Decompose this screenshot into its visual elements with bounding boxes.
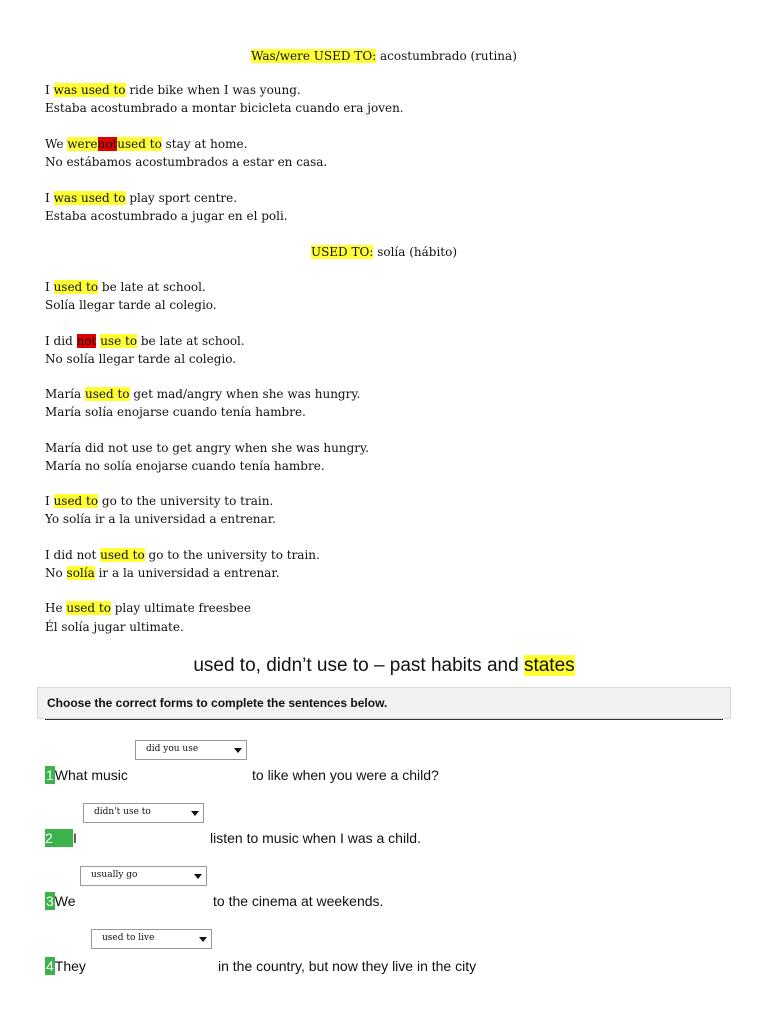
text: stay at home. xyxy=(161,137,248,151)
question-1 xyxy=(45,766,128,784)
section2-title-rest: solía (hábito) xyxy=(373,245,458,259)
question-3 xyxy=(45,892,76,910)
text: I xyxy=(45,191,54,205)
section2-title xyxy=(0,244,768,260)
example-spanish: No solía llegar tarde al colegio. xyxy=(45,352,237,366)
text: ir a la universidad a entrenar. xyxy=(94,566,280,580)
chevron-down-icon xyxy=(191,811,199,816)
section1-title xyxy=(0,48,768,64)
select-value: usually go xyxy=(91,870,138,880)
text: go to the university to train. xyxy=(144,548,320,562)
section2-title-highlight: USED TO: xyxy=(310,245,374,259)
question-2 xyxy=(45,829,77,847)
example-spanish: María solía enojarse cuando tenía hambre. xyxy=(45,405,306,419)
example-spanish: Solía llegar tarde al colegio. xyxy=(45,298,217,312)
highlight: used to xyxy=(84,387,130,401)
highlight: was used to xyxy=(53,83,126,97)
text: play ultimate freesbee xyxy=(110,601,251,615)
text: be late at school. xyxy=(98,280,206,294)
highlight: were xyxy=(67,137,98,151)
answer-select-2[interactable] xyxy=(83,803,204,823)
heading-text: used to, didn’t use to – past habits and xyxy=(193,655,524,676)
text: I xyxy=(45,280,54,294)
example-spanish: Estaba acostumbrado a montar bicicleta cuando era joven. xyxy=(45,101,404,115)
example-english xyxy=(45,82,301,98)
question-4 xyxy=(45,957,86,975)
example-english: María did not use to get angry when she was hungry. xyxy=(45,441,370,455)
example-english xyxy=(45,386,360,402)
chevron-down-icon xyxy=(194,874,202,879)
question-number: 3 xyxy=(46,893,54,909)
instructions-text: Choose the correct forms to complete the sentences below. xyxy=(47,696,388,710)
select-value: did you use xyxy=(146,744,199,754)
text: I did xyxy=(45,334,77,348)
text: We xyxy=(45,137,68,151)
text: I xyxy=(45,83,54,97)
text: María xyxy=(45,387,85,401)
negation-highlight: not xyxy=(97,137,118,151)
highlight: used to xyxy=(66,601,111,615)
text: be late at school. xyxy=(137,334,245,348)
chevron-down-icon xyxy=(199,937,207,942)
heading-highlight: states xyxy=(523,655,575,676)
chevron-down-icon xyxy=(234,748,242,753)
example-spanish: Estaba acostumbrado a jugar en el poli. xyxy=(45,209,288,223)
divider xyxy=(45,719,723,720)
highlight: used to xyxy=(100,548,145,562)
example-english xyxy=(45,547,320,563)
negation-highlight: not xyxy=(76,334,97,348)
question-number: 4 xyxy=(46,958,54,974)
select-value: didn't use to xyxy=(94,807,151,817)
section1-title-highlight: Was/were USED TO: xyxy=(251,49,377,63)
question-number-text: 2 xyxy=(45,830,53,846)
example-spanish: Yo solía ir a la universidad a entrenar. xyxy=(45,512,276,526)
text: get mad/angry when she was hungry. xyxy=(129,387,361,401)
question-text-before: What music xyxy=(54,767,128,783)
example-english xyxy=(45,279,206,295)
example-english xyxy=(45,333,245,349)
exercise-heading xyxy=(0,654,768,678)
example-english xyxy=(45,493,273,509)
text: No xyxy=(45,566,67,580)
instructions-box xyxy=(37,687,731,719)
section1-title-rest: acostumbrado (rutina) xyxy=(376,49,517,63)
text: ride bike when I was young. xyxy=(125,83,301,97)
question-text-after: in the country, but now they live in the city xyxy=(218,958,477,974)
question-text-before: They xyxy=(54,958,86,974)
example-english xyxy=(45,136,247,152)
text: I xyxy=(45,494,54,508)
highlight: used to xyxy=(117,137,162,151)
example-spanish: Él solía jugar ultimate. xyxy=(45,620,184,634)
highlight: use to xyxy=(100,334,138,348)
example-spanish xyxy=(45,565,280,581)
answer-select-4[interactable] xyxy=(91,929,212,949)
answer-select-3[interactable] xyxy=(80,866,207,886)
question-number: 1 xyxy=(46,767,54,783)
question-text-before: I xyxy=(73,830,77,846)
example-spanish: María no solía enojarse cuando tenía hambre. xyxy=(45,459,325,473)
highlight: solía xyxy=(66,566,95,580)
example-spanish: No estábamos acostumbrados a estar en casa. xyxy=(45,155,328,169)
highlight: used to xyxy=(53,494,99,508)
question-text-after: to the cinema at weekends. xyxy=(213,893,384,909)
question-text-after: to like when you were a child? xyxy=(252,767,439,783)
example-english xyxy=(45,190,237,206)
select-value: used to live xyxy=(102,933,155,943)
text: He xyxy=(45,601,67,615)
question-text-before: We xyxy=(54,893,76,909)
text: play sport centre. xyxy=(125,191,238,205)
question-number xyxy=(45,829,73,847)
example-english xyxy=(45,600,251,616)
answer-select-1[interactable] xyxy=(135,740,247,760)
text: I did not xyxy=(45,548,101,562)
text: go to the university to train. xyxy=(98,494,274,508)
question-text-after: listen to music when I was a child. xyxy=(210,830,421,846)
highlight: used to xyxy=(53,280,99,294)
highlight: was used to xyxy=(53,191,126,205)
